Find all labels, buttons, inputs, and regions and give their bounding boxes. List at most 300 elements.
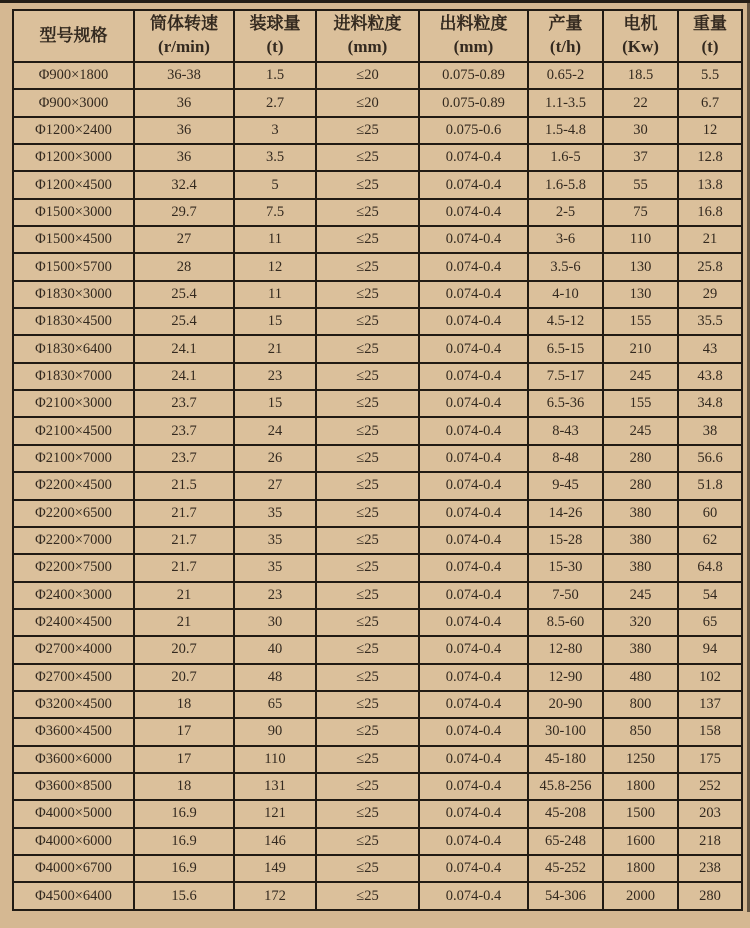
cell-speed: 21.5 (134, 472, 234, 499)
cell-ball-load: 35 (234, 500, 316, 527)
cell-discharge-size: 0.074-0.4 (419, 718, 528, 745)
column-title: 出料粒度 (439, 14, 508, 34)
cell-weight: 102 (678, 664, 742, 691)
cell-ball-load: 146 (234, 828, 316, 855)
cell-model: Φ2100×3000 (13, 390, 134, 417)
cell-discharge-size: 0.075-0.89 (419, 62, 528, 89)
cell-ball-load: 2.7 (234, 89, 316, 116)
column-header-ball-load (234, 10, 316, 62)
cell-feed-size: ≤25 (316, 527, 419, 554)
cell-discharge-size: 0.074-0.4 (419, 609, 528, 636)
cell-weight: 252 (678, 773, 742, 800)
column-title: 装球量 (249, 14, 301, 34)
table-row (13, 800, 742, 827)
table-row (13, 253, 742, 280)
cell-feed-size: ≤25 (316, 117, 419, 144)
cell-ball-load: 5 (234, 171, 316, 198)
cell-weight: 5.5 (678, 62, 742, 89)
cell-weight: 51.8 (678, 472, 742, 499)
column-title: 型号规格 (39, 25, 108, 45)
cell-feed-size: ≤25 (316, 335, 419, 362)
cell-ball-load: 110 (234, 746, 316, 773)
cell-speed: 32.4 (134, 171, 234, 198)
cell-feed-size: ≤25 (316, 800, 419, 827)
cell-weight: 13.8 (678, 171, 742, 198)
table-row (13, 855, 742, 882)
cell-weight: 158 (678, 718, 742, 745)
header-row (13, 10, 742, 62)
cell-weight: 6.7 (678, 89, 742, 116)
cell-model: Φ3600×6000 (13, 746, 134, 773)
column-header-motor (603, 10, 678, 62)
cell-weight: 12.8 (678, 144, 742, 171)
cell-feed-size: ≤25 (316, 691, 419, 718)
cell-speed: 23.7 (134, 445, 234, 472)
cell-discharge-size: 0.075-0.6 (419, 117, 528, 144)
cell-capacity: 7-50 (528, 582, 603, 609)
cell-ball-load: 3 (234, 117, 316, 144)
column-unit: (r/min) (158, 37, 210, 56)
cell-motor: 155 (603, 390, 678, 417)
table-row (13, 691, 742, 718)
cell-capacity: 45-252 (528, 855, 603, 882)
cell-speed: 16.9 (134, 828, 234, 855)
cell-model: Φ900×1800 (13, 62, 134, 89)
cell-model: Φ2100×4500 (13, 417, 134, 444)
cell-model: Φ3200×4500 (13, 691, 134, 718)
cell-discharge-size: 0.074-0.4 (419, 445, 528, 472)
table-row (13, 773, 742, 800)
table-row (13, 62, 742, 89)
cell-feed-size: ≤25 (316, 199, 419, 226)
cell-motor: 245 (603, 582, 678, 609)
cell-weight: 175 (678, 746, 742, 773)
cell-feed-size: ≤25 (316, 472, 419, 499)
cell-ball-load: 90 (234, 718, 316, 745)
cell-speed: 36 (134, 117, 234, 144)
cell-feed-size: ≤25 (316, 718, 419, 745)
table-row (13, 226, 742, 253)
cell-discharge-size: 0.075-0.89 (419, 89, 528, 116)
cell-capacity: 1.5-4.8 (528, 117, 603, 144)
cell-capacity: 8.5-60 (528, 609, 603, 636)
cell-capacity: 54-306 (528, 882, 603, 910)
cell-capacity: 3-6 (528, 226, 603, 253)
cell-weight: 65 (678, 609, 742, 636)
cell-model: Φ900×3000 (13, 89, 134, 116)
cell-discharge-size: 0.074-0.4 (419, 828, 528, 855)
cell-motor: 380 (603, 554, 678, 581)
cell-model: Φ1500×3000 (13, 199, 134, 226)
column-unit: (Kw) (622, 37, 659, 56)
table-row (13, 417, 742, 444)
cell-speed: 17 (134, 718, 234, 745)
cell-model: Φ2100×7000 (13, 445, 134, 472)
cell-speed: 27 (134, 226, 234, 253)
cell-model: Φ4000×5000 (13, 800, 134, 827)
cell-feed-size: ≤25 (316, 828, 419, 855)
column-header-speed (134, 10, 234, 62)
cell-motor: 245 (603, 417, 678, 444)
cell-ball-load: 65 (234, 691, 316, 718)
cell-weight: 25.8 (678, 253, 742, 280)
cell-ball-load: 11 (234, 226, 316, 253)
cell-weight: 43.8 (678, 363, 742, 390)
cell-speed: 28 (134, 253, 234, 280)
cell-ball-load: 3.5 (234, 144, 316, 171)
cell-ball-load: 7.5 (234, 199, 316, 226)
cell-feed-size: ≤25 (316, 882, 419, 910)
top-edge-line (0, 0, 750, 3)
cell-speed: 20.7 (134, 664, 234, 691)
cell-model: Φ1200×3000 (13, 144, 134, 171)
cell-feed-size: ≤25 (316, 171, 419, 198)
cell-motor: 155 (603, 308, 678, 335)
cell-capacity: 65-248 (528, 828, 603, 855)
cell-motor: 380 (603, 527, 678, 554)
ball-mill-spec-table (12, 9, 743, 911)
cell-weight: 29 (678, 281, 742, 308)
cell-discharge-size: 0.074-0.4 (419, 636, 528, 663)
cell-discharge-size: 0.074-0.4 (419, 527, 528, 554)
cell-weight: 35.5 (678, 308, 742, 335)
cell-feed-size: ≤25 (316, 554, 419, 581)
cell-discharge-size: 0.074-0.4 (419, 390, 528, 417)
cell-speed: 21 (134, 609, 234, 636)
cell-model: Φ4000×6000 (13, 828, 134, 855)
cell-capacity: 15-30 (528, 554, 603, 581)
cell-feed-size: ≤25 (316, 636, 419, 663)
cell-capacity: 14-26 (528, 500, 603, 527)
cell-ball-load: 149 (234, 855, 316, 882)
cell-motor: 37 (603, 144, 678, 171)
cell-ball-load: 23 (234, 582, 316, 609)
cell-speed: 23.7 (134, 417, 234, 444)
table-row (13, 281, 742, 308)
cell-capacity: 15-28 (528, 527, 603, 554)
cell-motor: 130 (603, 253, 678, 280)
cell-feed-size: ≤25 (316, 855, 419, 882)
cell-model: Φ1200×2400 (13, 117, 134, 144)
cell-capacity: 6.5-36 (528, 390, 603, 417)
cell-model: Φ1830×6400 (13, 335, 134, 362)
table-row (13, 335, 742, 362)
cell-discharge-size: 0.074-0.4 (419, 746, 528, 773)
cell-discharge-size: 0.074-0.4 (419, 800, 528, 827)
column-header-model (13, 10, 134, 62)
cell-speed: 23.7 (134, 390, 234, 417)
cell-ball-load: 48 (234, 664, 316, 691)
table-row (13, 718, 742, 745)
cell-feed-size: ≤25 (316, 226, 419, 253)
cell-feed-size: ≤25 (316, 390, 419, 417)
table-row (13, 472, 742, 499)
cell-model: Φ1200×4500 (13, 171, 134, 198)
cell-speed: 21.7 (134, 554, 234, 581)
cell-speed: 18 (134, 773, 234, 800)
cell-weight: 60 (678, 500, 742, 527)
cell-feed-size: ≤25 (316, 308, 419, 335)
cell-ball-load: 26 (234, 445, 316, 472)
cell-model: Φ3600×8500 (13, 773, 134, 800)
table-row (13, 199, 742, 226)
cell-model: Φ1500×5700 (13, 253, 134, 280)
cell-discharge-size: 0.074-0.4 (419, 554, 528, 581)
cell-model: Φ2200×6500 (13, 500, 134, 527)
cell-discharge-size: 0.074-0.4 (419, 855, 528, 882)
cell-ball-load: 15 (234, 308, 316, 335)
cell-capacity: 8-43 (528, 417, 603, 444)
table-row (13, 308, 742, 335)
table-row (13, 445, 742, 472)
cell-discharge-size: 0.074-0.4 (419, 773, 528, 800)
cell-discharge-size: 0.074-0.4 (419, 199, 528, 226)
cell-capacity: 0.65-2 (528, 62, 603, 89)
cell-weight: 238 (678, 855, 742, 882)
table-row (13, 746, 742, 773)
table-row (13, 828, 742, 855)
cell-ball-load: 35 (234, 527, 316, 554)
cell-speed: 17 (134, 746, 234, 773)
cell-model: Φ2200×7000 (13, 527, 134, 554)
cell-weight: 62 (678, 527, 742, 554)
cell-weight: 12 (678, 117, 742, 144)
table-row (13, 500, 742, 527)
cell-motor: 280 (603, 445, 678, 472)
cell-weight: 64.8 (678, 554, 742, 581)
cell-capacity: 1.6-5.8 (528, 171, 603, 198)
cell-model: Φ1830×3000 (13, 281, 134, 308)
table-row (13, 582, 742, 609)
cell-feed-size: ≤25 (316, 609, 419, 636)
cell-capacity: 1.1-3.5 (528, 89, 603, 116)
cell-motor: 210 (603, 335, 678, 362)
cell-discharge-size: 0.074-0.4 (419, 500, 528, 527)
cell-weight: 137 (678, 691, 742, 718)
cell-model: Φ2400×3000 (13, 582, 134, 609)
cell-feed-size: ≤20 (316, 62, 419, 89)
cell-feed-size: ≤20 (316, 89, 419, 116)
cell-ball-load: 27 (234, 472, 316, 499)
column-unit: (t) (701, 37, 719, 56)
column-title: 筒体转速 (150, 14, 218, 34)
cell-model: Φ4500×6400 (13, 882, 134, 910)
cell-speed: 21 (134, 582, 234, 609)
cell-ball-load: 11 (234, 281, 316, 308)
cell-discharge-size: 0.074-0.4 (419, 363, 528, 390)
cell-speed: 20.7 (134, 636, 234, 663)
cell-discharge-size: 0.074-0.4 (419, 882, 528, 910)
cell-model: Φ2200×7500 (13, 554, 134, 581)
cell-motor: 1500 (603, 800, 678, 827)
cell-motor: 380 (603, 500, 678, 527)
column-title: 重量 (693, 14, 727, 34)
cell-motor: 800 (603, 691, 678, 718)
cell-motor: 110 (603, 226, 678, 253)
cell-discharge-size: 0.074-0.4 (419, 691, 528, 718)
table-row (13, 171, 742, 198)
cell-capacity: 4-10 (528, 281, 603, 308)
cell-speed: 16.9 (134, 855, 234, 882)
table-row (13, 89, 742, 116)
cell-motor: 130 (603, 281, 678, 308)
cell-capacity: 45-180 (528, 746, 603, 773)
cell-motor: 55 (603, 171, 678, 198)
cell-model: Φ4000×6700 (13, 855, 134, 882)
cell-feed-size: ≤25 (316, 773, 419, 800)
column-header-discharge-size (419, 10, 528, 62)
cell-capacity: 45.8-256 (528, 773, 603, 800)
cell-feed-size: ≤25 (316, 281, 419, 308)
cell-ball-load: 23 (234, 363, 316, 390)
cell-capacity: 8-48 (528, 445, 603, 472)
cell-ball-load: 21 (234, 335, 316, 362)
cell-ball-load: 40 (234, 636, 316, 663)
cell-capacity: 4.5-12 (528, 308, 603, 335)
cell-motor: 320 (603, 609, 678, 636)
column-unit: (t/h) (549, 37, 582, 56)
cell-ball-load: 121 (234, 800, 316, 827)
cell-weight: 56.6 (678, 445, 742, 472)
cell-discharge-size: 0.074-0.4 (419, 171, 528, 198)
cell-discharge-size: 0.074-0.4 (419, 664, 528, 691)
cell-motor: 245 (603, 363, 678, 390)
table-row (13, 609, 742, 636)
cell-weight: 280 (678, 882, 742, 910)
cell-model: Φ2700×4500 (13, 664, 134, 691)
cell-feed-size: ≤25 (316, 746, 419, 773)
column-unit: (t) (266, 37, 284, 56)
cell-model: Φ2700×4000 (13, 636, 134, 663)
cell-speed: 25.4 (134, 281, 234, 308)
table-row (13, 664, 742, 691)
cell-weight: 34.8 (678, 390, 742, 417)
cell-speed: 21.7 (134, 527, 234, 554)
column-header-weight (678, 10, 742, 62)
cell-speed: 15.6 (134, 882, 234, 910)
cell-capacity: 3.5-6 (528, 253, 603, 280)
cell-motor: 480 (603, 664, 678, 691)
cell-motor: 18.5 (603, 62, 678, 89)
cell-feed-size: ≤25 (316, 363, 419, 390)
column-title: 电机 (623, 14, 658, 34)
cell-ball-load: 131 (234, 773, 316, 800)
cell-weight: 54 (678, 582, 742, 609)
table-row (13, 527, 742, 554)
cell-motor: 380 (603, 636, 678, 663)
cell-feed-size: ≤25 (316, 253, 419, 280)
cell-speed: 18 (134, 691, 234, 718)
table-row (13, 636, 742, 663)
cell-ball-load: 15 (234, 390, 316, 417)
cell-motor: 22 (603, 89, 678, 116)
cell-weight: 16.8 (678, 199, 742, 226)
cell-model: Φ3600×4500 (13, 718, 134, 745)
cell-capacity: 1.6-5 (528, 144, 603, 171)
table-body (13, 62, 742, 910)
cell-discharge-size: 0.074-0.4 (419, 308, 528, 335)
cell-model: Φ1500×4500 (13, 226, 134, 253)
table-row (13, 117, 742, 144)
cell-capacity: 2-5 (528, 199, 603, 226)
cell-capacity: 20-90 (528, 691, 603, 718)
cell-motor: 1600 (603, 828, 678, 855)
cell-feed-size: ≤25 (316, 664, 419, 691)
cell-speed: 36-38 (134, 62, 234, 89)
cell-discharge-size: 0.074-0.4 (419, 335, 528, 362)
cell-discharge-size: 0.074-0.4 (419, 281, 528, 308)
column-unit: (mm) (347, 37, 388, 56)
cell-motor: 1800 (603, 773, 678, 800)
cell-speed: 36 (134, 144, 234, 171)
cell-weight: 38 (678, 417, 742, 444)
cell-ball-load: 24 (234, 417, 316, 444)
cell-weight: 94 (678, 636, 742, 663)
cell-weight: 218 (678, 828, 742, 855)
cell-model: Φ2200×4500 (13, 472, 134, 499)
cell-discharge-size: 0.074-0.4 (419, 582, 528, 609)
cell-model: Φ1830×7000 (13, 363, 134, 390)
cell-feed-size: ≤25 (316, 582, 419, 609)
column-unit: (mm) (453, 37, 494, 56)
cell-discharge-size: 0.074-0.4 (419, 472, 528, 499)
column-header-feed-size (316, 10, 419, 62)
cell-motor: 280 (603, 472, 678, 499)
cell-speed: 36 (134, 89, 234, 116)
cell-discharge-size: 0.074-0.4 (419, 226, 528, 253)
cell-weight: 43 (678, 335, 742, 362)
column-title: 产量 (548, 14, 583, 34)
cell-motor: 30 (603, 117, 678, 144)
cell-speed: 24.1 (134, 363, 234, 390)
table-row (13, 554, 742, 581)
cell-speed: 16.9 (134, 800, 234, 827)
cell-feed-size: ≤25 (316, 445, 419, 472)
table-row (13, 390, 742, 417)
cell-capacity: 6.5-15 (528, 335, 603, 362)
cell-speed: 25.4 (134, 308, 234, 335)
cell-motor: 1800 (603, 855, 678, 882)
cell-ball-load: 30 (234, 609, 316, 636)
cell-discharge-size: 0.074-0.4 (419, 144, 528, 171)
cell-weight: 203 (678, 800, 742, 827)
cell-capacity: 7.5-17 (528, 363, 603, 390)
cell-model: Φ2400×4500 (13, 609, 134, 636)
cell-ball-load: 12 (234, 253, 316, 280)
cell-capacity: 12-90 (528, 664, 603, 691)
table-row (13, 363, 742, 390)
cell-motor: 2000 (603, 882, 678, 910)
column-title: 进料粒度 (333, 14, 402, 34)
cell-discharge-size: 0.074-0.4 (419, 253, 528, 280)
cell-motor: 850 (603, 718, 678, 745)
table-row (13, 882, 742, 910)
cell-feed-size: ≤25 (316, 500, 419, 527)
cell-speed: 21.7 (134, 500, 234, 527)
cell-capacity: 12-80 (528, 636, 603, 663)
table-row (13, 144, 742, 171)
cell-feed-size: ≤25 (316, 417, 419, 444)
cell-model: Φ1830×4500 (13, 308, 134, 335)
cell-capacity: 9-45 (528, 472, 603, 499)
cell-capacity: 45-208 (528, 800, 603, 827)
cell-ball-load: 35 (234, 554, 316, 581)
cell-motor: 1250 (603, 746, 678, 773)
cell-feed-size: ≤25 (316, 144, 419, 171)
cell-weight: 21 (678, 226, 742, 253)
cell-speed: 29.7 (134, 199, 234, 226)
cell-ball-load: 172 (234, 882, 316, 910)
